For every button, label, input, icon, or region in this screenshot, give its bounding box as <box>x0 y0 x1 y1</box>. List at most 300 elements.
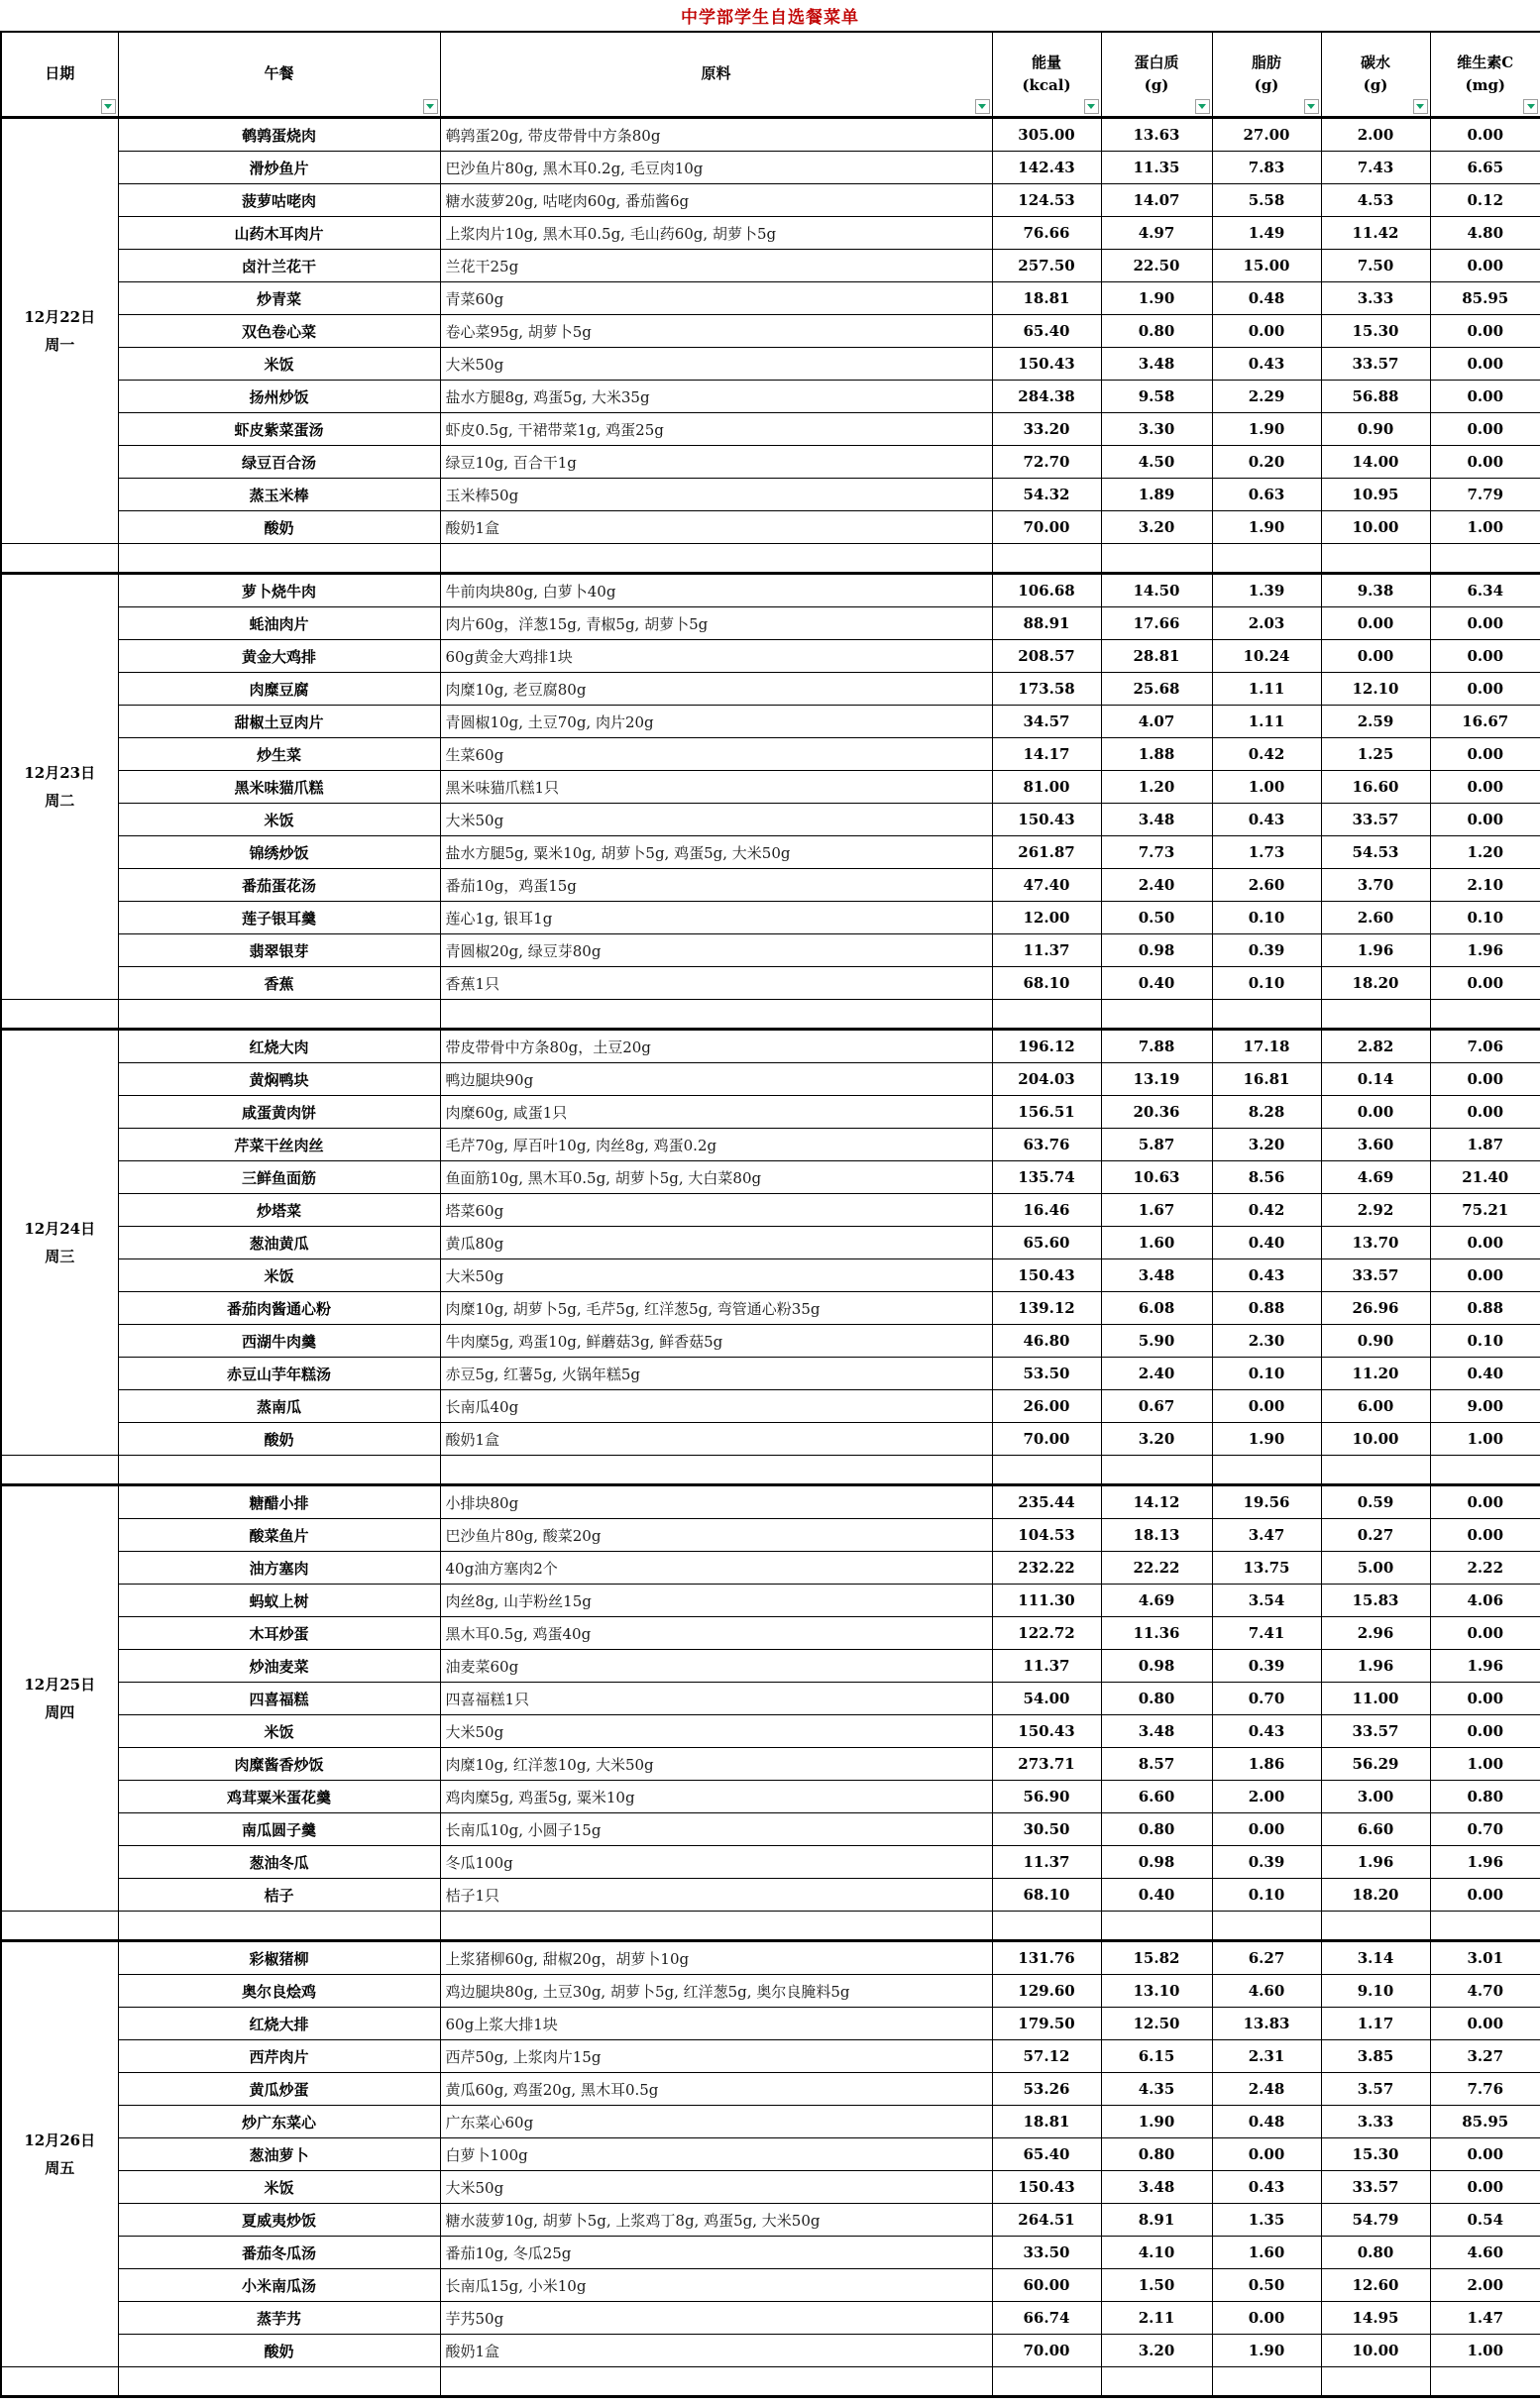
energy-cell: 142.43 <box>992 152 1101 184</box>
menu-table-head <box>1 32 1540 118</box>
ingredients-cell: 长南瓜40g <box>440 1390 992 1423</box>
protein-cell: 6.60 <box>1101 1781 1212 1813</box>
protein-cell: 8.57 <box>1101 1748 1212 1781</box>
vitamin-c-cell: 16.67 <box>1430 706 1540 738</box>
vitamin-c-cell: 2.10 <box>1430 869 1540 902</box>
menu-row <box>1 1846 1540 1879</box>
blank-cell <box>440 544 992 574</box>
menu-row <box>1 1585 1540 1617</box>
carbs-cell: 3.60 <box>1321 1129 1430 1161</box>
protein-cell: 10.63 <box>1101 1161 1212 1194</box>
column-header-label: 原料 <box>701 64 731 83</box>
carbs-cell: 2.00 <box>1321 118 1430 152</box>
menu-row <box>1 738 1540 771</box>
vitamin-c-cell: 0.00 <box>1430 1227 1540 1259</box>
fat-cell: 0.39 <box>1212 934 1321 967</box>
dish-name-cell: 蚝油肉片 <box>118 607 440 640</box>
vitamin-c-cell: 0.00 <box>1430 607 1540 640</box>
energy-cell: 16.46 <box>992 1194 1101 1227</box>
protein-cell: 0.80 <box>1101 2138 1212 2171</box>
energy-cell: 33.50 <box>992 2237 1101 2269</box>
energy-cell: 81.00 <box>992 771 1101 804</box>
dish-name-cell: 夏威夷炒饭 <box>118 2204 440 2237</box>
energy-cell: 122.72 <box>992 1617 1101 1650</box>
menu-row <box>1 1423 1540 1456</box>
energy-cell: 11.37 <box>992 1846 1101 1879</box>
protein-cell: 3.20 <box>1101 2335 1212 2367</box>
energy-cell: 305.00 <box>992 118 1101 152</box>
weekday-text: 周四 <box>45 1703 75 1721</box>
filter-dropdown-button-date[interactable] <box>101 99 116 114</box>
weekday-text: 周五 <box>45 2159 75 2177</box>
dish-name-cell: 肉糜酱香炒饭 <box>118 1748 440 1781</box>
filter-triangle-icon <box>104 104 112 109</box>
blank-cell <box>1212 544 1321 574</box>
energy-cell: 232.22 <box>992 1552 1101 1585</box>
vitamin-c-cell: 0.10 <box>1430 1325 1540 1358</box>
fat-cell: 1.00 <box>1212 771 1321 804</box>
blank-cell <box>1101 1456 1212 1485</box>
blank-cell <box>1321 1912 1430 1941</box>
blank-cell <box>440 2367 992 2397</box>
ingredients-cell: 塔菜60g <box>440 1194 992 1227</box>
menu-row <box>1 640 1540 673</box>
energy-cell: 70.00 <box>992 511 1101 544</box>
fat-cell: 0.39 <box>1212 1846 1321 1879</box>
carbs-cell: 56.29 <box>1321 1748 1430 1781</box>
ingredients-cell: 黑米味猫爪糕1只 <box>440 771 992 804</box>
fat-cell: 2.30 <box>1212 1325 1321 1358</box>
date-cell <box>1 1941 118 2367</box>
menu-row <box>1 1030 1540 1063</box>
carbs-cell: 3.00 <box>1321 1781 1430 1813</box>
energy-cell: 129.60 <box>992 1975 1101 2008</box>
vitamin-c-cell: 1.96 <box>1430 1650 1540 1683</box>
carbs-cell: 33.57 <box>1321 1259 1430 1292</box>
vitamin-c-cell: 0.00 <box>1430 1063 1540 1096</box>
blank-cell <box>1 2367 118 2397</box>
carbs-cell: 12.60 <box>1321 2269 1430 2302</box>
vitamin-c-cell: 0.00 <box>1430 1485 1540 1519</box>
fat-cell: 17.18 <box>1212 1030 1321 1063</box>
energy-cell: 88.91 <box>992 607 1101 640</box>
blank-separator-row <box>1 544 1540 574</box>
menu-row <box>1 2204 1540 2237</box>
energy-cell: 150.43 <box>992 348 1101 381</box>
vitamin-c-cell: 0.00 <box>1430 1617 1540 1650</box>
menu-row <box>1 282 1540 315</box>
carbs-cell: 2.59 <box>1321 706 1430 738</box>
blank-cell <box>992 544 1101 574</box>
dish-name-cell: 番茄冬瓜汤 <box>118 2237 440 2269</box>
header-row <box>1 32 1540 118</box>
energy-cell: 54.32 <box>992 479 1101 511</box>
vitamin-c-cell: 9.00 <box>1430 1390 1540 1423</box>
fat-cell: 0.42 <box>1212 1194 1321 1227</box>
date-text: 12月23日 <box>24 763 96 782</box>
ingredients-cell: 带皮带骨中方条80g，土豆20g <box>440 1030 992 1063</box>
energy-cell: 150.43 <box>992 2171 1101 2204</box>
energy-cell: 66.74 <box>992 2302 1101 2335</box>
carbs-cell: 56.88 <box>1321 381 1430 413</box>
menu-row <box>1 607 1540 640</box>
carbs-cell: 10.00 <box>1321 2335 1430 2367</box>
protein-cell: 9.58 <box>1101 381 1212 413</box>
fat-cell: 10.24 <box>1212 640 1321 673</box>
fat-cell: 0.43 <box>1212 348 1321 381</box>
ingredients-cell: 盐水方腿8g, 鸡蛋5g, 大米35g <box>440 381 992 413</box>
energy-cell: 30.50 <box>992 1813 1101 1846</box>
dish-name-cell: 蒸芋艿 <box>118 2302 440 2335</box>
menu-row <box>1 315 1540 348</box>
ingredients-cell: 酸奶1盒 <box>440 1423 992 1456</box>
vitamin-c-cell: 0.00 <box>1430 413 1540 446</box>
carbs-cell: 3.33 <box>1321 282 1430 315</box>
column-header-label: 午餐 <box>264 64 294 83</box>
protein-cell: 1.90 <box>1101 282 1212 315</box>
ingredients-cell: 黑木耳0.5g, 鸡蛋40g <box>440 1617 992 1650</box>
energy-cell: 70.00 <box>992 2335 1101 2367</box>
energy-cell: 65.60 <box>992 1227 1101 1259</box>
dish-name-cell: 米饭 <box>118 804 440 836</box>
dish-name-cell: 糖醋小排 <box>118 1485 440 1519</box>
column-header-lunch <box>118 32 440 118</box>
carbs-cell: 10.00 <box>1321 1423 1430 1456</box>
carbs-cell: 1.96 <box>1321 934 1430 967</box>
energy-cell: 104.53 <box>992 1519 1101 1552</box>
date-cell <box>1 118 118 544</box>
fat-cell: 1.11 <box>1212 673 1321 706</box>
blank-cell <box>1212 1456 1321 1485</box>
vitamin-c-cell: 7.06 <box>1430 1030 1540 1063</box>
menu-row <box>1 217 1540 250</box>
carbs-cell: 18.20 <box>1321 1879 1430 1912</box>
energy-cell: 56.90 <box>992 1781 1101 1813</box>
menu-row <box>1 2237 1540 2269</box>
menu-row <box>1 1975 1540 2008</box>
menu-row <box>1 1781 1540 1813</box>
dish-name-cell: 西芹肉片 <box>118 2040 440 2073</box>
energy-cell: 68.10 <box>992 967 1101 1000</box>
carbs-cell: 3.14 <box>1321 1941 1430 1975</box>
filter-dropdown-button-ingredients[interactable] <box>975 99 990 114</box>
energy-cell: 18.81 <box>992 2106 1101 2138</box>
fat-cell: 2.31 <box>1212 2040 1321 2073</box>
menu-row <box>1 2008 1540 2040</box>
ingredients-cell: 白萝卜100g <box>440 2138 992 2171</box>
filter-triangle-icon <box>1307 104 1315 109</box>
carbs-cell: 2.60 <box>1321 902 1430 934</box>
carbs-cell: 12.10 <box>1321 673 1430 706</box>
filter-dropdown-button-carbs[interactable] <box>1413 99 1428 114</box>
ingredients-cell: 莲心1g, 银耳1g <box>440 902 992 934</box>
dish-name-cell: 油方塞肉 <box>118 1552 440 1585</box>
protein-cell: 0.40 <box>1101 967 1212 1000</box>
blank-cell <box>1430 1000 1540 1030</box>
fat-cell: 0.70 <box>1212 1683 1321 1715</box>
fat-cell: 15.00 <box>1212 250 1321 282</box>
ingredients-cell: 鸡边腿块80g, 土豆30g, 胡萝卜5g, 红洋葱5g, 奥尔良腌料5g <box>440 1975 992 2008</box>
protein-cell: 22.22 <box>1101 1552 1212 1585</box>
dish-name-cell: 三鲜鱼面筋 <box>118 1161 440 1194</box>
fat-cell: 1.90 <box>1212 1423 1321 1456</box>
vitamin-c-cell: 0.00 <box>1430 118 1540 152</box>
protein-cell: 0.80 <box>1101 315 1212 348</box>
protein-cell: 0.50 <box>1101 902 1212 934</box>
ingredients-cell: 肉糜10g, 老豆腐80g <box>440 673 992 706</box>
carbs-cell: 33.57 <box>1321 348 1430 381</box>
fat-cell: 0.00 <box>1212 1390 1321 1423</box>
ingredients-cell: 番茄10g，鸡蛋15g <box>440 869 992 902</box>
vitamin-c-cell: 3.01 <box>1430 1941 1540 1975</box>
column-header-label: 日期 <box>45 64 75 83</box>
energy-cell: 14.17 <box>992 738 1101 771</box>
vitamin-c-cell: 0.12 <box>1430 184 1540 217</box>
menu-row <box>1 2302 1540 2335</box>
dish-name-cell: 西湖牛肉羹 <box>118 1325 440 1358</box>
carbs-cell: 33.57 <box>1321 804 1430 836</box>
ingredients-cell: 鸡肉糜5g, 鸡蛋5g, 粟米10g <box>440 1781 992 1813</box>
vitamin-c-cell: 1.47 <box>1430 2302 1540 2335</box>
carbs-cell: 6.60 <box>1321 1813 1430 1846</box>
carbs-cell: 0.14 <box>1321 1063 1430 1096</box>
fat-cell: 2.03 <box>1212 607 1321 640</box>
menu-row <box>1 1748 1540 1781</box>
vitamin-c-cell: 0.80 <box>1430 1781 1540 1813</box>
dish-name-cell: 黄焖鸭块 <box>118 1063 440 1096</box>
blank-separator-row <box>1 1456 1540 1485</box>
dish-name-cell: 芹菜干丝肉丝 <box>118 1129 440 1161</box>
protein-cell: 4.97 <box>1101 217 1212 250</box>
filter-dropdown-button-protein[interactable] <box>1195 99 1210 114</box>
ingredients-cell: 肉糜60g, 咸蛋1只 <box>440 1096 992 1129</box>
menu-row <box>1 934 1540 967</box>
carbs-cell: 15.30 <box>1321 315 1430 348</box>
carbs-cell: 2.82 <box>1321 1030 1430 1063</box>
vitamin-c-cell: 1.00 <box>1430 511 1540 544</box>
carbs-cell: 11.42 <box>1321 217 1430 250</box>
ingredients-cell: 油麦菜60g <box>440 1650 992 1683</box>
ingredients-cell: 糖水菠萝10g, 胡萝卜5g, 上浆鸡丁8g, 鸡蛋5g, 大米50g <box>440 2204 992 2237</box>
dish-name-cell: 卤汁兰花干 <box>118 250 440 282</box>
fat-cell: 7.41 <box>1212 1617 1321 1650</box>
protein-cell: 14.07 <box>1101 184 1212 217</box>
dish-name-cell: 黑米味猫爪糕 <box>118 771 440 804</box>
carbs-cell: 9.10 <box>1321 1975 1430 2008</box>
protein-cell: 5.87 <box>1101 1129 1212 1161</box>
vitamin-c-cell: 0.00 <box>1430 1683 1540 1715</box>
date-cell <box>1 1485 118 1912</box>
blank-cell <box>1321 1456 1430 1485</box>
vitamin-c-cell: 21.40 <box>1430 1161 1540 1194</box>
energy-cell: 72.70 <box>992 446 1101 479</box>
ingredients-cell: 冬瓜100g <box>440 1846 992 1879</box>
menu-row <box>1 1292 1540 1325</box>
ingredients-cell: 糖水菠萝20g, 咕咾肉60g, 番茄酱6g <box>440 184 992 217</box>
date-cell <box>1 574 118 1000</box>
blank-cell <box>1 544 118 574</box>
fat-cell: 2.60 <box>1212 869 1321 902</box>
energy-cell: 65.40 <box>992 315 1101 348</box>
column-header-carbs <box>1321 32 1430 118</box>
protein-cell: 7.88 <box>1101 1030 1212 1063</box>
vitamin-c-cell: 7.79 <box>1430 479 1540 511</box>
filter-dropdown-button-lunch[interactable] <box>423 99 438 114</box>
carbs-cell: 3.85 <box>1321 2040 1430 2073</box>
carbs-cell: 3.33 <box>1321 2106 1430 2138</box>
carbs-cell: 3.70 <box>1321 869 1430 902</box>
energy-cell: 34.57 <box>992 706 1101 738</box>
fat-cell: 1.73 <box>1212 836 1321 869</box>
blank-cell <box>1212 2367 1321 2397</box>
carbs-cell: 6.00 <box>1321 1390 1430 1423</box>
protein-cell: 2.11 <box>1101 2302 1212 2335</box>
carbs-cell: 7.43 <box>1321 152 1430 184</box>
protein-cell: 3.20 <box>1101 511 1212 544</box>
carbs-cell: 3.57 <box>1321 2073 1430 2106</box>
ingredients-cell: 玉米棒50g <box>440 479 992 511</box>
dish-name-cell: 炒塔菜 <box>118 1194 440 1227</box>
fat-cell: 1.90 <box>1212 2335 1321 2367</box>
dish-name-cell: 葱油黄瓜 <box>118 1227 440 1259</box>
protein-cell: 1.90 <box>1101 2106 1212 2138</box>
dish-name-cell: 蒸玉米棒 <box>118 479 440 511</box>
filter-dropdown-button-energy[interactable] <box>1084 99 1099 114</box>
vitamin-c-cell: 0.00 <box>1430 804 1540 836</box>
blank-cell <box>1101 2367 1212 2397</box>
protein-cell: 1.89 <box>1101 479 1212 511</box>
dish-name-cell: 彩椒猪柳 <box>118 1941 440 1975</box>
ingredients-cell: 肉丝8g, 山芋粉丝15g <box>440 1585 992 1617</box>
blank-cell <box>1101 1912 1212 1941</box>
fat-cell: 3.47 <box>1212 1519 1321 1552</box>
energy-cell: 111.30 <box>992 1585 1101 1617</box>
protein-cell: 4.07 <box>1101 706 1212 738</box>
fat-cell: 1.90 <box>1212 511 1321 544</box>
menu-row <box>1 1617 1540 1650</box>
menu-row <box>1 869 1540 902</box>
energy-cell: 139.12 <box>992 1292 1101 1325</box>
filter-triangle-icon <box>1198 104 1206 109</box>
menu-row <box>1 1715 1540 1748</box>
dish-name-cell: 番茄蛋花汤 <box>118 869 440 902</box>
menu-row <box>1 967 1540 1000</box>
dish-name-cell: 米饭 <box>118 1715 440 1748</box>
fat-cell: 3.54 <box>1212 1585 1321 1617</box>
ingredients-cell: 青菜60g <box>440 282 992 315</box>
protein-cell: 28.81 <box>1101 640 1212 673</box>
energy-cell: 124.53 <box>992 184 1101 217</box>
blank-cell <box>1101 544 1212 574</box>
filter-dropdown-button-vitamin-c[interactable] <box>1523 99 1538 114</box>
column-header-vitamin-c <box>1430 32 1540 118</box>
energy-cell: 53.50 <box>992 1358 1101 1390</box>
menu-row <box>1 1259 1540 1292</box>
fat-cell: 0.20 <box>1212 446 1321 479</box>
ingredients-cell: 黄瓜80g <box>440 1227 992 1259</box>
menu-row <box>1 511 1540 544</box>
blank-cell <box>1212 1000 1321 1030</box>
ingredients-cell: 桔子1只 <box>440 1879 992 1912</box>
ingredients-cell: 盐水方腿5g, 粟米10g, 胡萝卜5g, 鸡蛋5g, 大米50g <box>440 836 992 869</box>
protein-cell: 3.48 <box>1101 2171 1212 2204</box>
energy-cell: 261.87 <box>992 836 1101 869</box>
blank-cell <box>992 1456 1101 1485</box>
menu-row <box>1 771 1540 804</box>
blank-cell <box>118 1000 440 1030</box>
protein-cell: 3.48 <box>1101 804 1212 836</box>
menu-table <box>0 31 1540 2398</box>
column-header-fat <box>1212 32 1321 118</box>
vitamin-c-cell: 0.00 <box>1430 673 1540 706</box>
ingredients-cell: 大米50g <box>440 348 992 381</box>
protein-cell: 1.20 <box>1101 771 1212 804</box>
vitamin-c-cell: 0.00 <box>1430 2171 1540 2204</box>
menu-row <box>1 1358 1540 1390</box>
protein-cell: 6.08 <box>1101 1292 1212 1325</box>
fat-cell: 6.27 <box>1212 1941 1321 1975</box>
carbs-cell: 13.70 <box>1321 1227 1430 1259</box>
fat-cell: 0.43 <box>1212 1715 1321 1748</box>
dish-name-cell: 炒广东菜心 <box>118 2106 440 2138</box>
carbs-cell: 4.53 <box>1321 184 1430 217</box>
energy-cell: 106.68 <box>992 574 1101 607</box>
menu-row <box>1 1063 1540 1096</box>
filter-dropdown-button-fat[interactable] <box>1304 99 1319 114</box>
ingredients-cell: 芋艿50g <box>440 2302 992 2335</box>
ingredients-cell: 长南瓜15g, 小米10g <box>440 2269 992 2302</box>
protein-cell: 1.67 <box>1101 1194 1212 1227</box>
menu-row <box>1 1485 1540 1519</box>
blank-cell <box>1 1912 118 1941</box>
protein-cell: 0.67 <box>1101 1390 1212 1423</box>
blank-cell <box>992 1912 1101 1941</box>
fat-cell: 0.63 <box>1212 479 1321 511</box>
carbs-cell: 33.57 <box>1321 1715 1430 1748</box>
ingredients-cell: 60g上浆大排1块 <box>440 2008 992 2040</box>
protein-cell: 11.35 <box>1101 152 1212 184</box>
blank-separator-row <box>1 1000 1540 1030</box>
protein-cell: 4.10 <box>1101 2237 1212 2269</box>
ingredients-cell: 酸奶1盒 <box>440 2335 992 2367</box>
protein-cell: 18.13 <box>1101 1519 1212 1552</box>
fat-cell: 0.43 <box>1212 804 1321 836</box>
energy-cell: 11.37 <box>992 1650 1101 1683</box>
blank-cell <box>1 1000 118 1030</box>
carbs-cell: 0.00 <box>1321 640 1430 673</box>
vitamin-c-cell: 4.60 <box>1430 2237 1540 2269</box>
carbs-cell: 0.90 <box>1321 413 1430 446</box>
blank-cell <box>1430 2367 1540 2397</box>
fat-cell: 0.00 <box>1212 315 1321 348</box>
ingredients-cell: 广东菜心60g <box>440 2106 992 2138</box>
dish-name-cell: 黄瓜炒蛋 <box>118 2073 440 2106</box>
ingredients-cell: 60g黄金大鸡排1块 <box>440 640 992 673</box>
menu-row <box>1 184 1540 217</box>
menu-row <box>1 381 1540 413</box>
dish-name-cell: 双色卷心菜 <box>118 315 440 348</box>
carbs-cell: 0.27 <box>1321 1519 1430 1552</box>
fat-cell: 1.35 <box>1212 2204 1321 2237</box>
dish-name-cell: 炒生菜 <box>118 738 440 771</box>
ingredients-cell: 酸奶1盒 <box>440 511 992 544</box>
menu-row <box>1 1129 1540 1161</box>
blank-cell <box>1430 1456 1540 1485</box>
energy-cell: 284.38 <box>992 381 1101 413</box>
fat-cell: 1.90 <box>1212 413 1321 446</box>
carbs-cell: 4.69 <box>1321 1161 1430 1194</box>
carbs-cell: 18.20 <box>1321 967 1430 1000</box>
